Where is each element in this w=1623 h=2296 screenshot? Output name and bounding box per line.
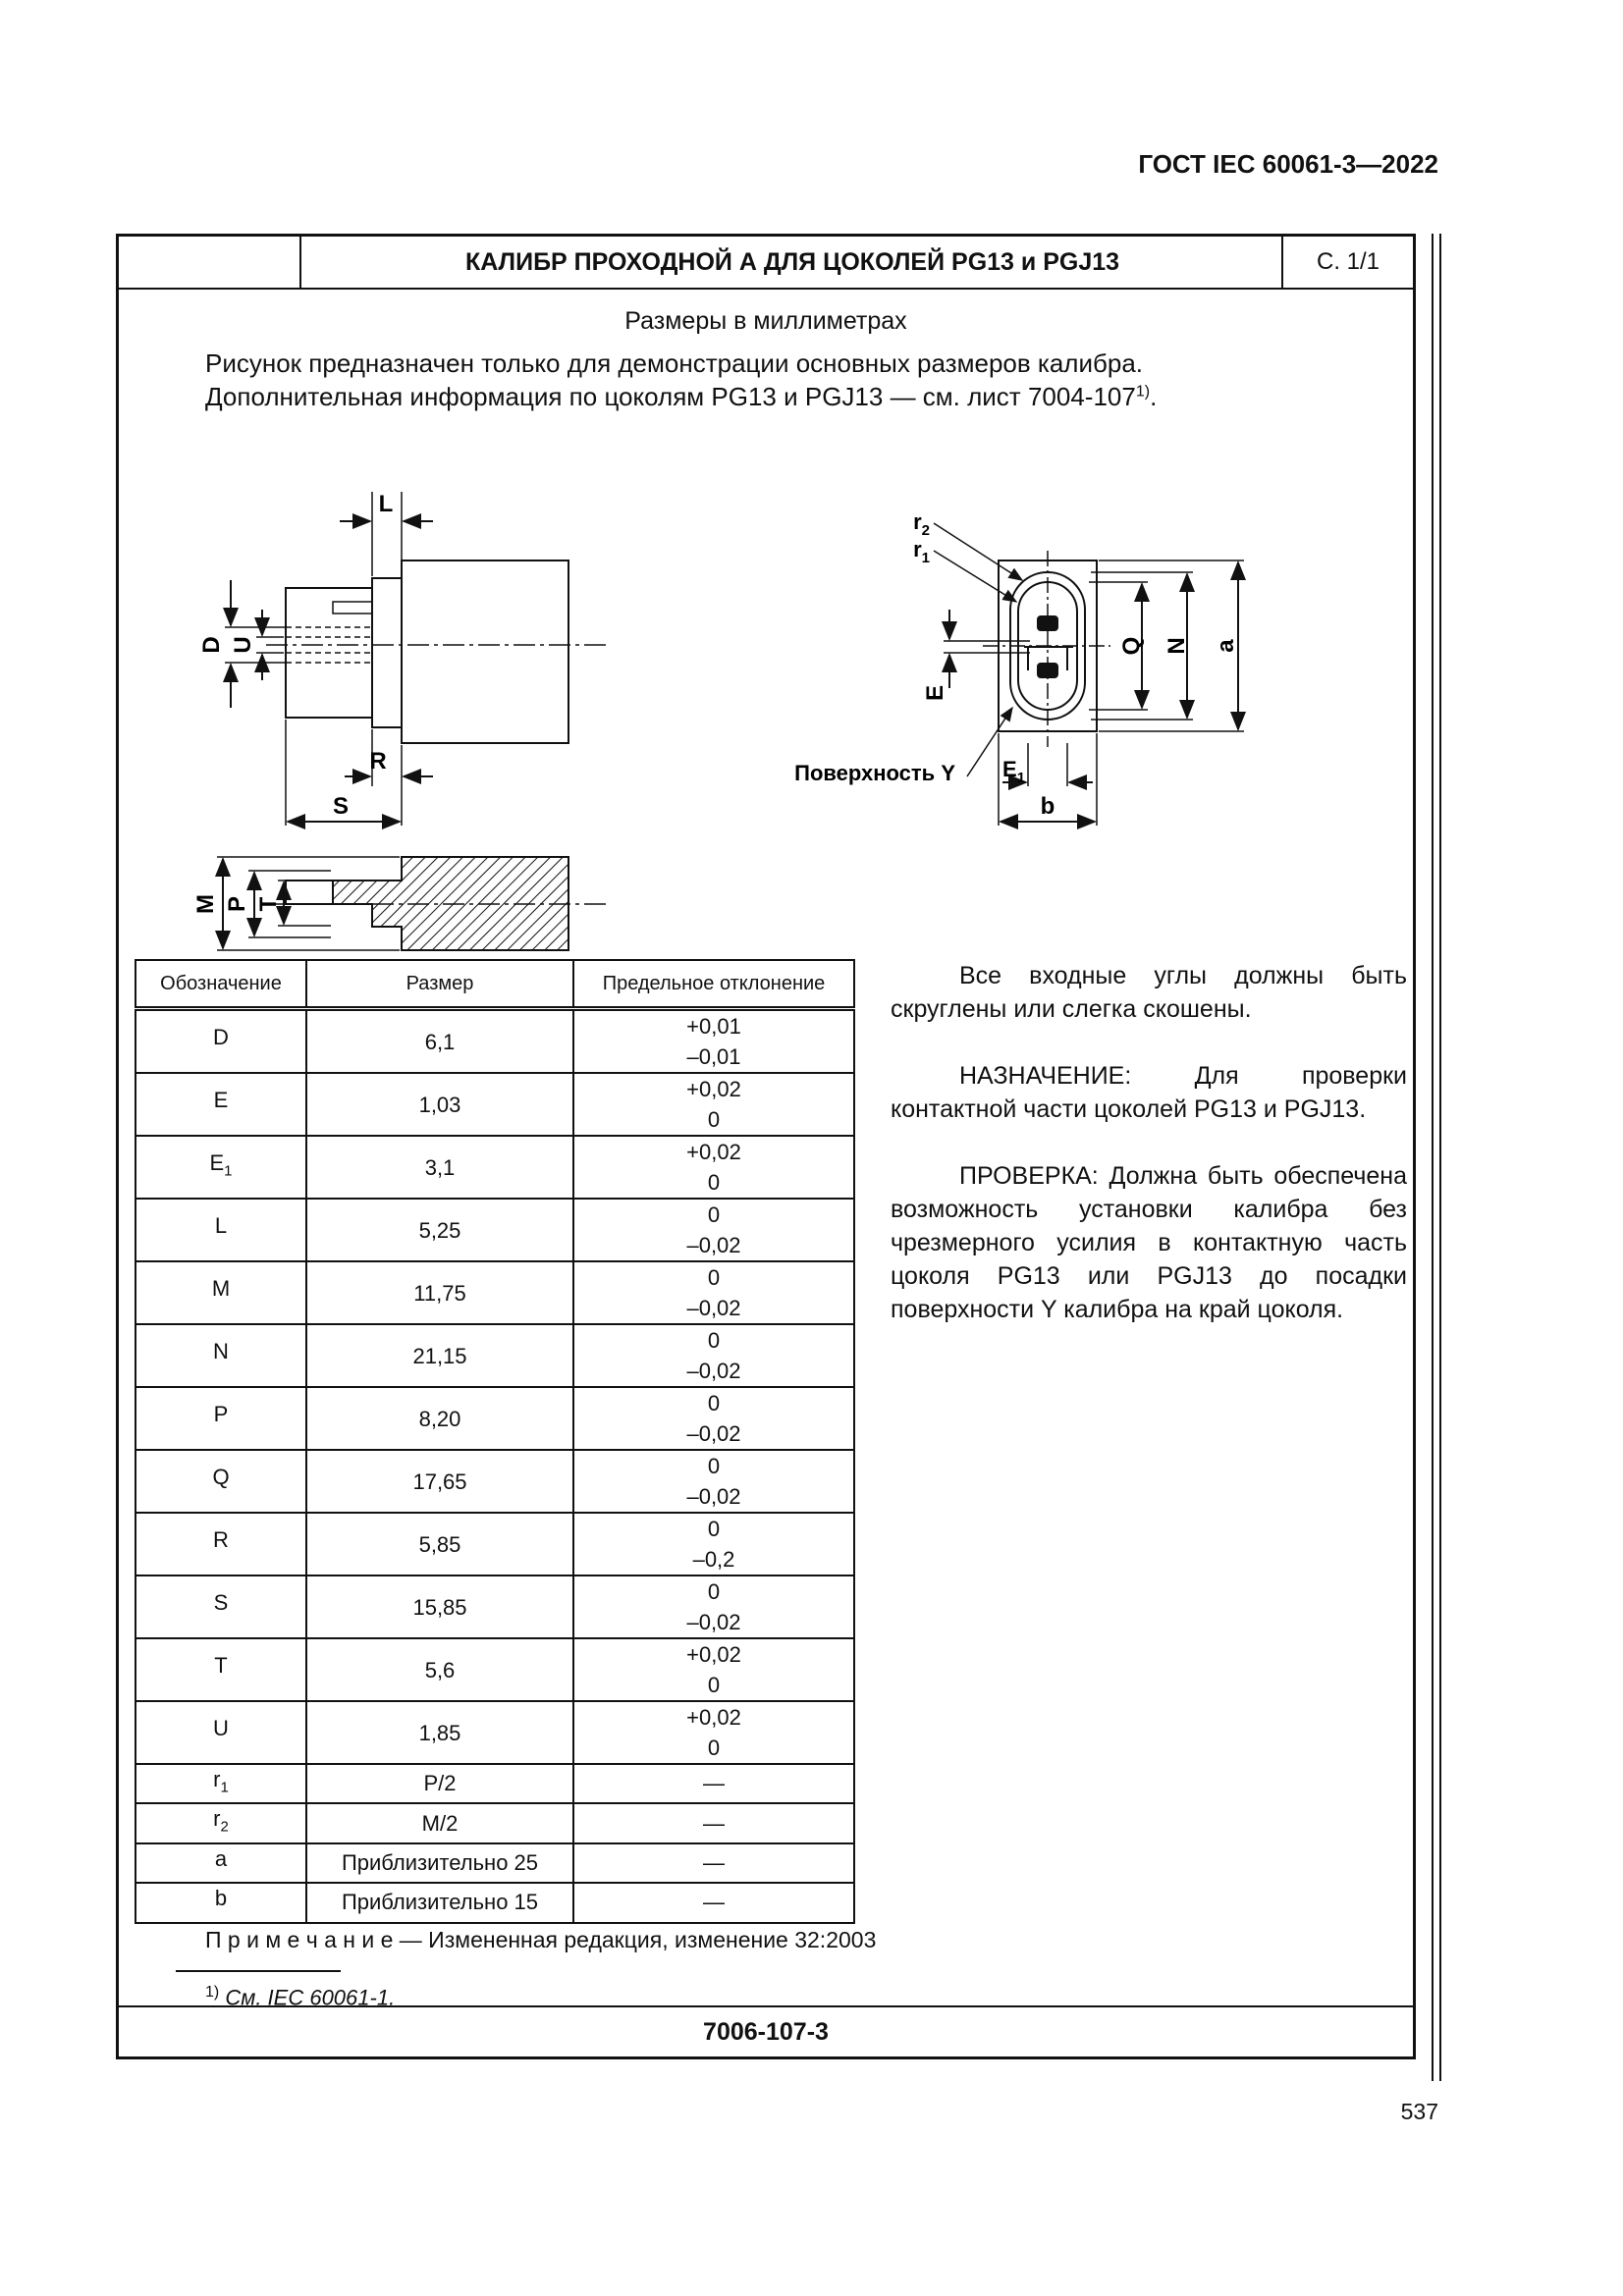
col-header-tolerance: Предельное отклонение [573,960,854,1009]
side-view [225,492,610,826]
tolerance-lower: 0 [707,1735,721,1760]
cell-size: 11,75 [306,1261,573,1324]
table-row [135,1575,854,1638]
label-T: T [255,896,282,912]
table-row [135,1199,854,1261]
table-row [135,1513,854,1575]
tolerance-upper: 0 [707,1265,721,1290]
double-rule-1 [1432,234,1434,2081]
footnote-rule [176,1970,341,1972]
page-number: 537 [1400,2099,1438,2124]
tolerance-upper: +0,01 [686,1014,741,1039]
cell-tolerance [573,1136,854,1199]
tolerance-upper: 0 [707,1454,721,1478]
cell-tolerance [573,1701,854,1764]
tolerance-upper: 0 [707,1517,721,1541]
cell-size: P/2 [306,1764,573,1803]
label-D: D [198,636,225,654]
table-row [135,1701,854,1764]
cell-tolerance [573,1387,854,1450]
cell-size: 8,20 [306,1387,573,1450]
cell-size: 3,1 [306,1136,573,1199]
cell-symbol: R [135,1513,306,1575]
tolerance-lower: –0,02 [686,1610,741,1634]
standard-header: ГОСТ IEC 60061-3—2022 [1138,149,1438,179]
amendment-note: П р и м е ч а н и е — Измененная редакция, изменение 32:2003 [205,1927,877,1952]
cell-size: Приблизительно 25 [306,1843,573,1883]
label-b: b [1040,793,1055,820]
label-P: P [224,895,250,913]
sheet-frame [116,234,1416,2059]
cell-symbol: E [135,1073,306,1136]
cell-tolerance: — [573,1883,854,1922]
cell-symbol: $r_1$ [135,1764,306,1803]
page-ref: С. 1/1 [1281,237,1413,288]
table-row [135,1136,854,1199]
tolerance-lower: –0,2 [692,1547,735,1572]
intro-line-2: Дополнительная информация по цоколям PG13 и PGJ13 — см. лист 7004-107$^{1)}$. [205,382,1158,411]
title-empty-cell [119,237,301,288]
units-note: Размеры в миллиметрах [624,307,907,335]
cell-tolerance [573,1073,854,1136]
tolerance-lower: –0,01 [686,1044,741,1069]
cell-symbol: M [135,1261,306,1324]
cell-size: 5,85 [306,1513,573,1575]
cell-tolerance [573,1638,854,1701]
intro-line-1: Рисунок предназначен только для демонстрации основных размеров калибра. [205,348,1144,378]
label-r2: $r_2$ [913,509,930,539]
tolerance-upper: 0 [707,1202,721,1227]
cell-symbol: D [135,1009,306,1074]
tolerance-lower: 0 [707,1170,721,1195]
sheet-number: 7006-107-3 [119,2005,1413,2056]
text-verification: ПРОВЕРКА: Должна быть обеспечена возможность установки калибра без чрезмерного усилия в контактную часть цоколя PG13 или PGJ13 до посадки поверхности Y калибра на край цоколя. [891,1162,1407,1323]
label-E: E [922,684,948,702]
cell-symbol: Q [135,1450,306,1513]
col-header-size: Размер [306,960,573,1009]
cell-symbol: a [135,1843,306,1883]
table-row [135,1764,854,1803]
cell-tolerance: — [573,1843,854,1883]
label-N: N [1163,637,1190,655]
label-L: L [378,491,394,517]
cell-size: 15,85 [306,1575,573,1638]
table-row [135,1803,854,1842]
footnote-ref: 1) [1135,383,1151,400]
table-row [135,1261,854,1324]
cell-size: 5,6 [306,1638,573,1701]
label-E1: $E_1$ [1002,757,1026,786]
tolerance-lower: –0,02 [686,1233,741,1257]
text-purpose: НАЗНАЧЕНИЕ: Для проверки контактной части цоколей PG13 и PGJ13. [891,1062,1407,1123]
tolerance-lower: –0,02 [686,1484,741,1509]
label-R: R [369,748,387,774]
cell-size: 17,65 [306,1450,573,1513]
table-row [135,1073,854,1136]
cell-symbol: U [135,1701,306,1764]
dimensions-table [135,959,855,1924]
tolerance-upper: +0,02 [686,1705,741,1730]
sheet-title: КАЛИБР ПРОХОДНОЙ А ДЛЯ ЦОКОЛЕЙ PG13 и PGJ13 [464,248,1120,276]
footnote: $^{1)}$ См. IEC 60061-1. [205,1984,396,2010]
label-M: M [192,894,219,914]
cell-symbol: S [135,1575,306,1638]
table-row [135,1387,854,1450]
cell-symbol: N [135,1324,306,1387]
text-corners: Все входные углы должны быть скруглены или слегка скошены. [891,962,1407,1023]
label-a: a [1213,639,1239,653]
cell-size: 5,25 [306,1199,573,1261]
gauge-drawings [119,413,1415,963]
table-row [135,1883,854,1922]
cell-tolerance: — [573,1803,854,1842]
cell-symbol: T [135,1638,306,1701]
label-S: S [332,793,350,820]
cell-size: 1,03 [306,1073,573,1136]
table-row [135,1324,854,1387]
cell-size: 21,15 [306,1324,573,1387]
tolerance-lower: 0 [707,1107,721,1132]
tolerance-lower: –0,02 [686,1421,741,1446]
cell-tolerance [573,1199,854,1261]
cell-size: 6,1 [306,1009,573,1074]
cell-tolerance [573,1324,854,1387]
label-surface-y: Поверхность Y [794,761,955,785]
tolerance-lower: –0,02 [686,1359,741,1383]
tolerance-upper: 0 [707,1328,721,1353]
table-row [135,1638,854,1701]
cell-tolerance [573,1009,854,1074]
cell-symbol: $E_1$ [135,1136,306,1199]
cell-tolerance [573,1513,854,1575]
cell-size: M/2 [306,1803,573,1842]
cell-symbol: b [135,1883,306,1922]
cell-tolerance: — [573,1764,854,1803]
cell-tolerance [573,1261,854,1324]
tolerance-upper: 0 [707,1391,721,1415]
tolerance-lower: –0,02 [686,1296,741,1320]
end-view [934,523,1244,826]
cell-size: 1,85 [306,1701,573,1764]
cell-symbol: $r_2$ [135,1803,306,1842]
double-rule-2 [1439,234,1441,2081]
label-r1: $r_1$ [913,537,930,566]
cell-tolerance [573,1575,854,1638]
table-row [135,1450,854,1513]
title-row [119,237,1413,290]
tolerance-upper: +0,02 [686,1642,741,1667]
table-row [135,1009,854,1074]
cell-symbol: P [135,1387,306,1450]
cell-symbol: L [135,1199,306,1261]
col-header-symbol: Обозначение [135,960,306,1009]
label-Q: Q [1118,636,1145,656]
cell-tolerance [573,1450,854,1513]
table-header-row [135,960,854,1009]
tolerance-lower: 0 [707,1673,721,1697]
cell-size: Приблизительно 15 [306,1883,573,1922]
label-U: U [230,636,256,654]
table-row [135,1843,854,1883]
tolerance-upper: +0,02 [686,1140,741,1164]
tolerance-upper: 0 [707,1579,721,1604]
tolerance-upper: +0,02 [686,1077,741,1101]
